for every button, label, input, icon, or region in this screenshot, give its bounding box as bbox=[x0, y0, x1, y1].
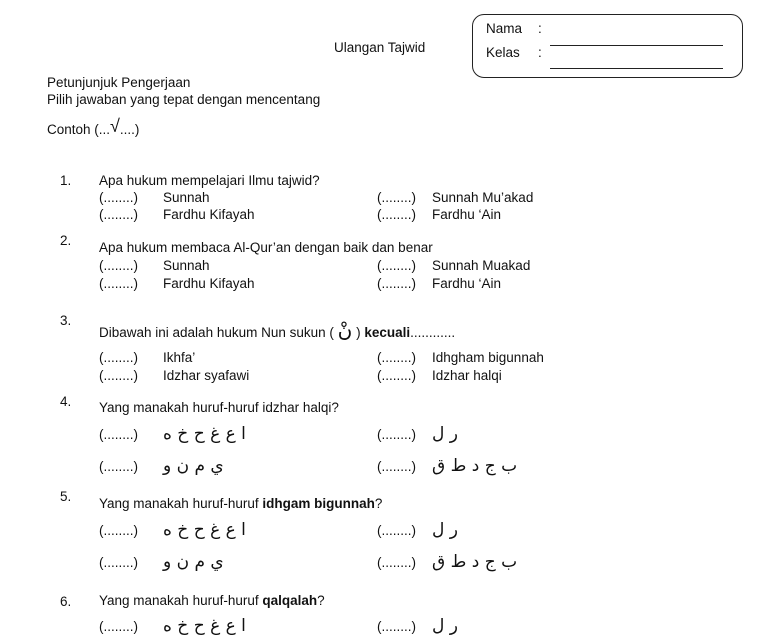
q2-option-a-label: Sunnah bbox=[163, 258, 210, 273]
q5-text-suffix: ? bbox=[374, 496, 383, 511]
q2-option-c-blank[interactable]: (........) bbox=[99, 276, 138, 291]
q3-option-a-label: Ikhfa’ bbox=[163, 350, 196, 365]
q5-option-c-letters: ي م ن و bbox=[163, 552, 224, 572]
question-4-text: Yang manakah huruf-huruf idzhar halqi? bbox=[99, 400, 339, 415]
q4-option-c-letters: ي م ن و bbox=[163, 456, 224, 476]
question-5-number: 5. bbox=[60, 489, 72, 504]
q6-option-a[interactable] bbox=[99, 616, 246, 636]
q5-option-b-letters: ر ل bbox=[432, 520, 458, 540]
q1-option-d[interactable] bbox=[377, 207, 501, 222]
question-3-number: 3. bbox=[60, 313, 72, 328]
class-line[interactable] bbox=[550, 68, 723, 69]
class-colon: : bbox=[538, 45, 542, 60]
q4-option-d-letters: ب ج د ط ق bbox=[432, 456, 518, 476]
q6-option-b-letters: ر ل bbox=[432, 616, 458, 636]
q5-text-bold: idhgam bigunnah bbox=[262, 496, 375, 511]
question-6-number: 6. bbox=[60, 594, 72, 609]
q6-text-suffix: ? bbox=[317, 593, 325, 608]
q1-option-b-label: Sunnah Mu’akad bbox=[432, 190, 534, 205]
q2-option-c-label: Fardhu Kifayah bbox=[163, 276, 255, 291]
class-label: Kelas bbox=[486, 45, 520, 60]
q2-option-b[interactable] bbox=[377, 258, 530, 273]
q4-option-a-blank[interactable]: (........) bbox=[99, 427, 138, 442]
q4-option-c[interactable] bbox=[99, 456, 224, 476]
q4-option-a-letters: ا ع غ ح خ ه bbox=[163, 424, 246, 444]
q2-option-d-blank[interactable]: (........) bbox=[377, 276, 416, 291]
page-title: Ulangan Tajwid bbox=[334, 40, 426, 55]
q3-option-c-label: Idzhar syafawi bbox=[163, 368, 250, 383]
q4-option-b-letters: ر ل bbox=[432, 424, 458, 444]
q4-option-b-blank[interactable]: (........) bbox=[377, 427, 416, 442]
question-2-number: 2. bbox=[60, 233, 72, 248]
name-label: Nama bbox=[486, 21, 523, 36]
q5-option-b-blank[interactable]: (........) bbox=[377, 523, 416, 538]
q2-option-b-blank[interactable]: (........) bbox=[377, 258, 416, 273]
q1-option-c-blank[interactable]: (........) bbox=[99, 207, 138, 222]
name-colon: : bbox=[538, 21, 542, 36]
q1-option-b-blank[interactable]: (........) bbox=[377, 190, 416, 205]
q3-option-d-blank[interactable]: (........) bbox=[377, 368, 416, 383]
q2-option-d[interactable] bbox=[377, 276, 501, 291]
q6-text-prefix: Yang manakah huruf-huruf bbox=[99, 593, 263, 608]
q3-option-c-blank[interactable]: (........) bbox=[99, 368, 138, 383]
q3-option-c[interactable] bbox=[99, 368, 249, 383]
q1-option-c-label: Fardhu Kifayah bbox=[163, 207, 255, 222]
q2-option-a-blank[interactable]: (........) bbox=[99, 258, 138, 273]
q1-option-a-label: Sunnah bbox=[163, 190, 210, 205]
q3-option-d-label: Idzhar halqi bbox=[432, 368, 502, 383]
q3-option-b[interactable] bbox=[377, 350, 544, 365]
q3-option-d[interactable] bbox=[377, 368, 502, 383]
instructions-heading: Petunjunjuk Pengerjaan bbox=[47, 75, 191, 90]
q2-option-d-label: Fardhu ‘Ain bbox=[432, 276, 502, 291]
q3-text-suffix: ............ bbox=[410, 325, 456, 340]
q5-option-d-letters: ب ج د ط ق bbox=[432, 552, 518, 572]
q2-option-b-label: Sunnah Muakad bbox=[432, 258, 531, 273]
q5-option-a[interactable] bbox=[99, 520, 246, 540]
question-3-text bbox=[99, 318, 455, 342]
q2-option-c[interactable] bbox=[99, 276, 255, 291]
q3-text-prefix: Dibawah ini adalah hukum Nun sukun ( bbox=[99, 325, 334, 340]
q5-option-d-blank[interactable]: (........) bbox=[377, 555, 416, 570]
identity-box bbox=[472, 14, 743, 78]
question-6-text bbox=[99, 593, 325, 608]
q4-option-d-blank[interactable]: (........) bbox=[377, 459, 416, 474]
q3-option-b-blank[interactable]: (........) bbox=[377, 350, 416, 365]
q5-option-a-letters: ا ع غ ح خ ه bbox=[163, 520, 246, 540]
q6-text-bold: qalqalah bbox=[262, 593, 318, 608]
example-line bbox=[47, 118, 139, 139]
name-line[interactable] bbox=[550, 45, 723, 46]
q5-option-c[interactable] bbox=[99, 552, 224, 572]
q6-option-a-letters: ا ع غ ح خ ه bbox=[163, 616, 246, 636]
q1-option-a[interactable] bbox=[99, 190, 210, 205]
q6-option-b[interactable] bbox=[377, 616, 458, 636]
check-mark-icon: √ bbox=[110, 116, 120, 136]
question-1-text: Apa hukum mempelajari Ilmu tajwid? bbox=[99, 173, 320, 188]
q5-text-prefix: Yang manakah huruf-huruf bbox=[99, 496, 263, 511]
q2-option-a[interactable] bbox=[99, 258, 210, 273]
q3-option-a-blank[interactable]: (........) bbox=[99, 350, 138, 365]
q4-option-a[interactable] bbox=[99, 424, 246, 444]
question-5-text bbox=[99, 496, 382, 511]
nun-sukun-glyph: نْ bbox=[337, 318, 353, 342]
q3-option-a[interactable] bbox=[99, 350, 195, 365]
question-2-text: Apa hukum membaca Al-Qur’an dengan baik dan benar bbox=[99, 240, 433, 255]
q1-option-d-blank[interactable]: (........) bbox=[377, 207, 416, 222]
q4-option-b[interactable] bbox=[377, 424, 458, 444]
question-4-number: 4. bbox=[60, 394, 72, 409]
q1-option-a-blank[interactable]: (........) bbox=[99, 190, 138, 205]
q1-option-c[interactable] bbox=[99, 207, 255, 222]
q3-text-mid: ) bbox=[356, 325, 361, 340]
example-suffix: ....) bbox=[119, 122, 140, 137]
q5-option-b[interactable] bbox=[377, 520, 458, 540]
q3-option-b-label: Idhgham bigunnah bbox=[432, 350, 544, 365]
q1-option-d-label: Fardhu ‘Ain bbox=[432, 207, 502, 222]
q4-option-d[interactable] bbox=[377, 456, 517, 476]
q4-option-c-blank[interactable]: (........) bbox=[99, 459, 138, 474]
instructions-line: Pilih jawaban yang tepat dengan mencentang bbox=[47, 92, 321, 107]
q1-option-b[interactable] bbox=[377, 190, 533, 205]
q5-option-d[interactable] bbox=[377, 552, 517, 572]
q5-option-c-blank[interactable]: (........) bbox=[99, 555, 138, 570]
q3-text-bold: kecuali bbox=[364, 325, 411, 340]
q5-option-a-blank[interactable]: (........) bbox=[99, 523, 138, 538]
q6-option-b-blank[interactable]: (........) bbox=[377, 619, 416, 634]
example-prefix: Contoh (... bbox=[47, 122, 111, 137]
q6-option-a-blank[interactable]: (........) bbox=[99, 619, 138, 634]
question-1-number: 1. bbox=[60, 173, 72, 188]
